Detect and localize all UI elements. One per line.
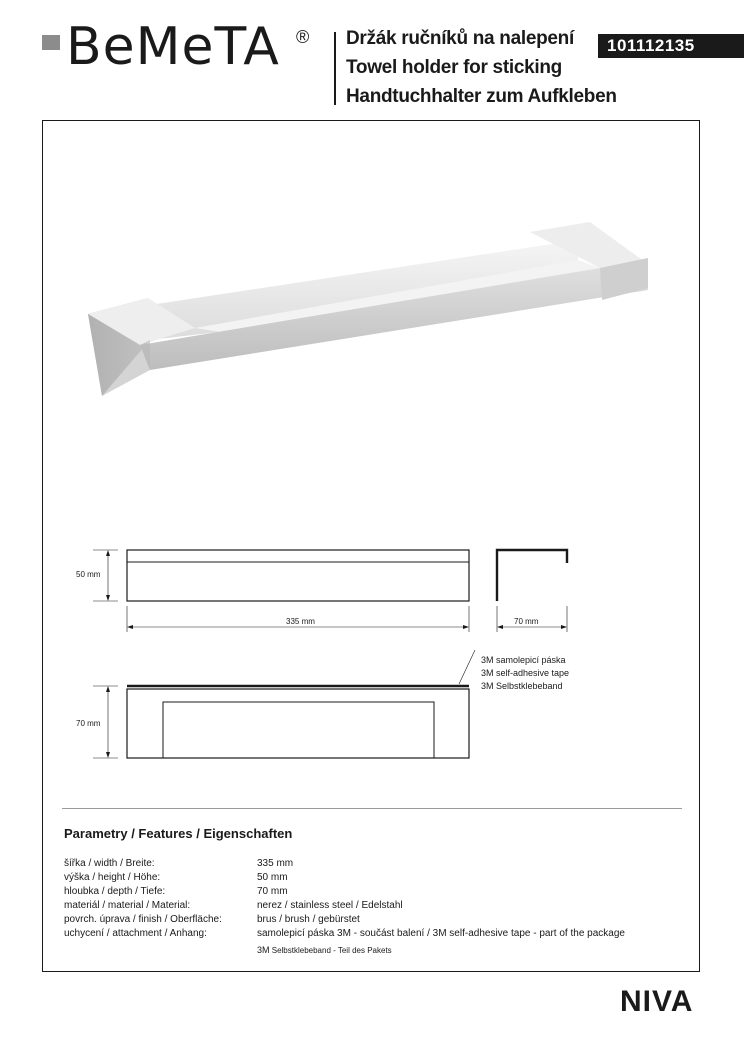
product-code: 101112135 <box>598 34 744 58</box>
features-heading: Parametry / Features / Eigenschaften <box>64 826 293 841</box>
title-czech: Držák ručníků na nalepení <box>346 28 574 49</box>
feature-value-depth: 70 mm <box>257 886 288 897</box>
series-name: NIVA <box>620 985 694 1018</box>
section-divider <box>62 808 682 809</box>
feature-label-finish: povrch. úprava / finish / Oberfläche: <box>64 914 222 925</box>
feature-note-main: 3M <box>257 945 270 955</box>
feature-label-material: materiál / material / Material: <box>64 900 191 911</box>
tape-label-german: 3M Selbstklebeband <box>481 681 563 691</box>
feature-note-rest: Selbstklebeband - Teil des Pakets <box>269 946 392 955</box>
title-german: Handtuchhalter zum Aufkleben <box>346 86 617 107</box>
product-photo <box>88 222 648 396</box>
registered-mark: ® <box>296 27 310 47</box>
height-dimension-label: 50 mm <box>76 570 101 579</box>
feature-note <box>257 945 392 955</box>
feature-value-finish: brus / brush / gebürstet <box>257 914 360 925</box>
title-english: Towel holder for sticking <box>346 57 562 78</box>
front-view <box>93 550 469 632</box>
tape-callout <box>481 654 569 693</box>
feature-label-width: šířka / width / Breite: <box>64 858 155 869</box>
feature-value-width: 335 mm <box>257 858 294 869</box>
width-dimension-label: 335 mm <box>286 617 315 626</box>
tape-label-english: 3M self-adhesive tape <box>481 668 570 678</box>
tape-label-czech: 3M samolepicí páska <box>481 655 566 665</box>
feature-label-depth: hloubka / depth / Tiefe: <box>64 886 166 897</box>
feature-value-height: 50 mm <box>257 872 288 883</box>
feature-label-attachment: uchycení / attachment / Anhang: <box>64 928 207 939</box>
depth-dimension-label: 70 mm <box>514 617 539 626</box>
top-depth-dimension-label: 70 mm <box>76 719 101 728</box>
top-view <box>93 650 475 758</box>
feature-value-material: nerez / stainless steel / Edelstahl <box>257 900 403 911</box>
feature-label-height: výška / height / Höhe: <box>64 872 161 883</box>
brand-logo: BeMeTA <box>66 17 280 77</box>
feature-value-attachment: samolepicí páska 3M - součást balení / 3M self-adhesive tape - part of the package <box>257 928 625 939</box>
